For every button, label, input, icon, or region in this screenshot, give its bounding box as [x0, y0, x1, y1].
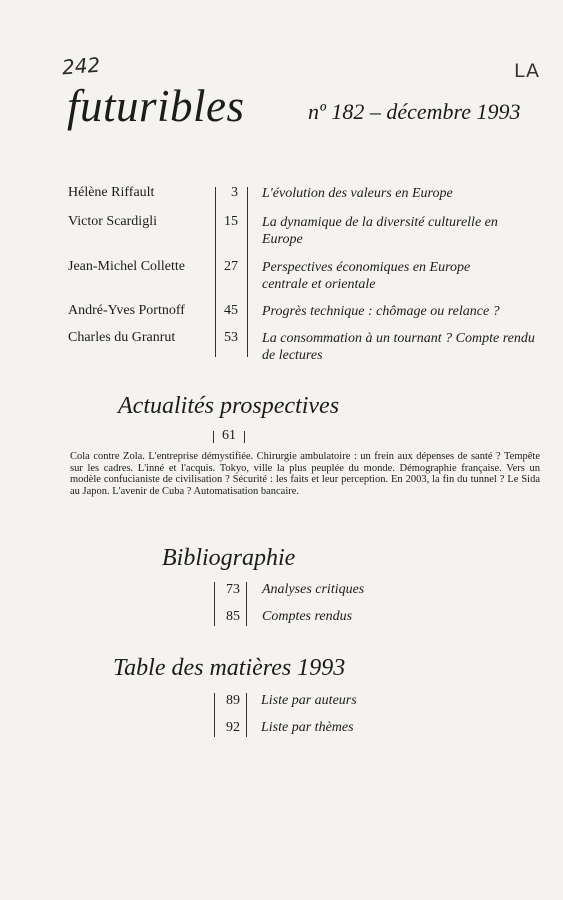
section-divider: [246, 693, 247, 737]
issue-info: nº 182 – décembre 1993: [308, 99, 521, 124]
handwritten-note-initials: LA: [514, 60, 541, 82]
page-divider: [244, 431, 245, 443]
toc-divider: [215, 187, 216, 357]
toc-title: Progrès technique : chômage ou relance ?: [262, 304, 500, 319]
section-divider: [246, 582, 247, 626]
table-matieres-page: 92: [226, 720, 240, 735]
bibliographie-page: 73: [226, 582, 240, 597]
toc-title: L'évolution des valeurs en Europe: [262, 186, 453, 201]
bibliographie-page: 85: [226, 609, 240, 624]
actualites-page: 61: [222, 428, 236, 443]
toc-author: Jean-Michel Collette: [68, 259, 186, 274]
actualites-summary: Cola contre Zola. L'entreprise démystifiée. Chirurgie ambulatoire : un frein aux dépenses de santé ? Tempête sur les cadres. L'inné et l'acquis. Tokyo, ville la plus peuplée du monde. Démographie française. Vers un modèle confucianiste de civilisation ? Sécurité : les faits et leur perception. En 2003, la fin du tunnel ? Le Sida au Japon. L'avenir de Cuba ? Automatisation bancaire.: [70, 451, 540, 497]
journal-title: futuribles: [67, 81, 245, 131]
table-matieres-page: 89: [226, 693, 240, 708]
toc-author: Victor Scardigli: [68, 214, 157, 229]
toc-title: La consommation à un tournant ? Compte rendu de lectures: [262, 331, 535, 363]
toc-author: Hélène Riffault: [68, 185, 155, 200]
toc-author: Charles du Granrut: [68, 330, 176, 345]
toc-divider: [247, 187, 248, 357]
toc-title: Perspectives économiques en Europe centrale et orientale: [262, 260, 471, 292]
bibliographie-item[interactable]: Analyses critiques: [262, 582, 365, 597]
section-divider: [214, 582, 215, 626]
actualites-heading: Actualités prospectives: [118, 393, 340, 419]
toc-page: 3: [231, 185, 238, 200]
toc-page: 45: [224, 303, 238, 318]
toc-title: La dynamique de la diversité culturelle en Europe: [262, 215, 498, 247]
bibliographie-item[interactable]: Comptes rendus: [262, 609, 353, 624]
bibliographie-heading: Bibliographie: [162, 545, 296, 571]
section-divider: [214, 693, 215, 737]
toc-page: 15: [224, 214, 238, 229]
toc-page: 53: [224, 330, 238, 345]
table-matieres-item[interactable]: Liste par auteurs: [261, 693, 357, 708]
table-matieres-heading: Table des matières 1993: [113, 655, 346, 681]
page-divider: [213, 431, 214, 443]
toc-page: 27: [224, 259, 238, 274]
table-matieres-item[interactable]: Liste par thèmes: [261, 720, 354, 735]
handwritten-note-number: 242: [61, 52, 101, 80]
toc-author: André-Yves Portnoff: [68, 303, 185, 318]
